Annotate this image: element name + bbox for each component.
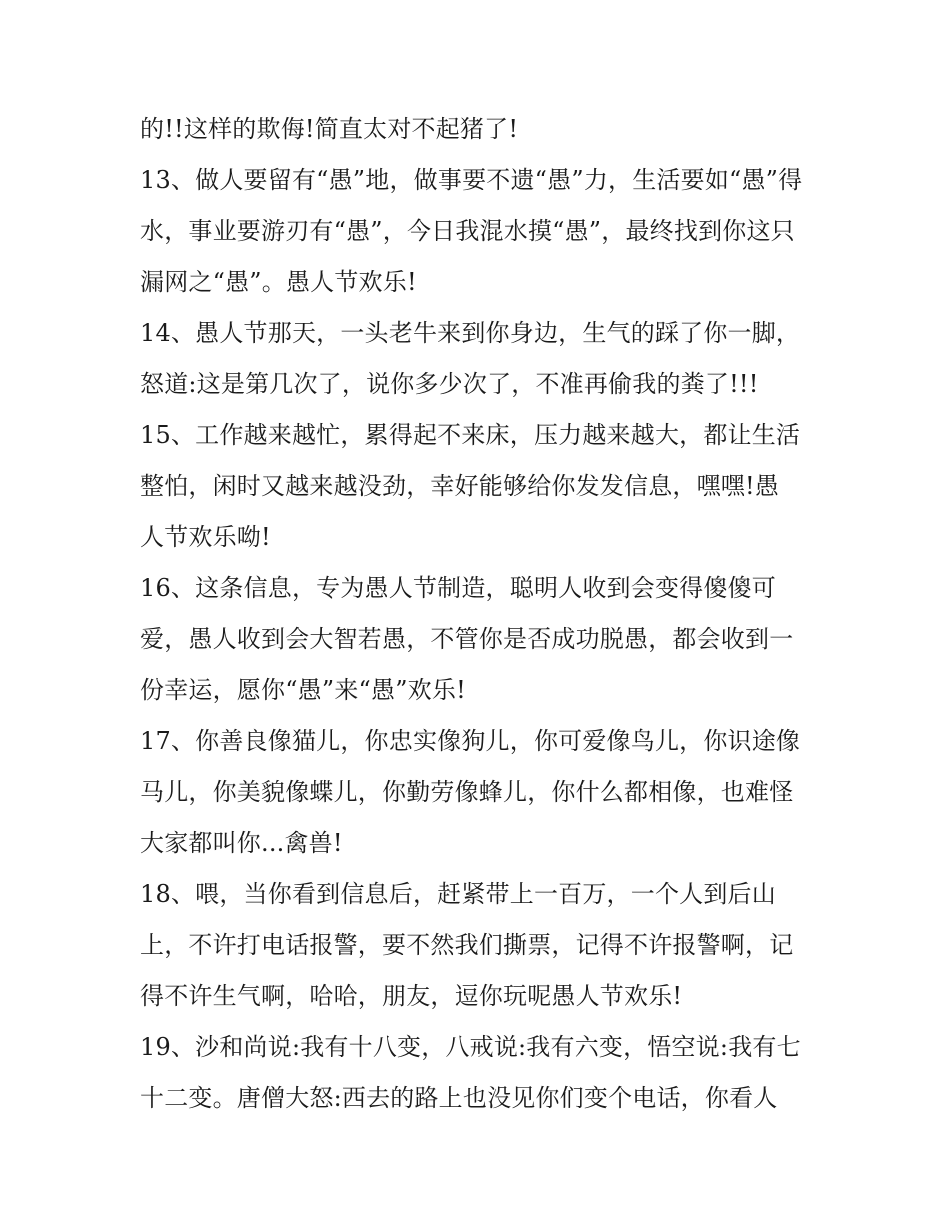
text-line: 十二变。唐僧大怒:西去的路上也没见你们变个电话，你看人 [140,1084,778,1112]
text-line: 15、工作越来越忙，累得起不来床，压力越来越大，都让生活 [140,421,801,449]
text-line: 爱，愚人收到会大智若愚，不管你是否成功脱愚，都会收到一 [140,625,794,653]
text-line: 19、沙和尚说:我有十八变，八戒说:我有六变，悟空说:我有七 [140,1033,801,1061]
text-line: 漏网之“愚”。愚人节欢乐! [140,268,417,296]
text-line: 大家都叫你...禽兽! [140,829,343,857]
text-line: 人节欢乐呦! [140,523,271,551]
text-line: 上，不许打电话报警，要不然我们撕票，记得不许报警啊，记 [140,931,794,959]
text-line: 整怕，闲时又越来越没劲，幸好能够给你发发信息，嘿嘿!愚 [140,472,780,500]
document-body [140,104,820,1124]
text-line: 水，事业要游刃有“愚”，今日我混水摸“愚”，最终找到你这只 [140,217,795,245]
text-line: 14、愚人节那天，一头老牛来到你身边，生气的踩了你一脚， [140,319,801,347]
text-line: 16、这条信息，专为愚人节制造，聪明人收到会变得傻傻可 [140,574,776,602]
text-line: 18、喂，当你看到信息后，赶紧带上一百万，一个人到后山 [140,880,776,908]
text-line: 怒道:这是第几次了，说你多少次了，不准再偷我的粪了!!! [140,370,759,398]
text-line: 马儿，你美貌像蝶儿，你勤劳像蜂儿，你什么都相像，也难怪 [140,778,794,806]
text-line: 的!!这样的欺侮!简直太对不起猪了! [140,115,519,143]
text-line: 13、做人要留有“愚”地，做事要不遗“愚”力，生活要如“愚”得 [140,166,803,194]
text-line: 17、你善良像猫儿，你忠实像狗儿，你可爱像鸟儿，你识途像 [140,727,801,755]
text-line: 份幸运，愿你“愚”来“愚”欢乐! [140,676,466,704]
text-line: 得不许生气啊，哈哈，朋友，逗你玩呢愚人节欢乐! [140,982,683,1010]
